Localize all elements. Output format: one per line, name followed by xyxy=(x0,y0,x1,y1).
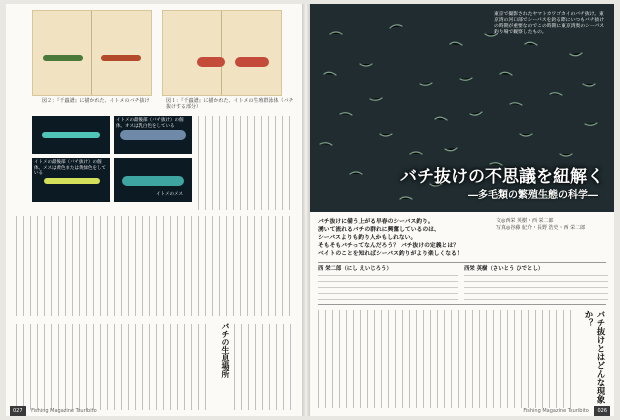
credit-block xyxy=(496,218,608,232)
profile-1 xyxy=(318,266,458,301)
magazine-name-left: Fishing Magazine Tsuribito xyxy=(31,408,97,414)
body-text-bottom-right xyxy=(234,324,294,410)
lead-text xyxy=(318,218,488,258)
lead-line-5: ベイトのことを知ればシーバス釣りがより楽しくなる！ xyxy=(318,251,463,257)
profile-1-name: 西 栄二郎（にし えいじろう） xyxy=(318,266,392,272)
credit-author: 文◎西栄 英樹・西 栄二郎 xyxy=(496,218,554,224)
section-heading-habitat: バチの生息場所 xyxy=(221,322,230,378)
body-text-right-upper xyxy=(198,116,296,210)
body-text-bottom xyxy=(16,324,212,410)
lead-line-3: シーバスよりも釣り人かもしれない。 xyxy=(318,235,417,241)
body-text-lower xyxy=(16,216,296,316)
lead-divider xyxy=(318,262,606,263)
left-footer xyxy=(10,406,97,416)
fig1-caption: 図１：『千蟲譜』に描かれた、イトメの生殖群泳体（バチ抜けする部分） xyxy=(166,98,294,110)
photo-label-2: イトメの最後部（バチ抜け）の個体。メスは黄色または黄緑色をしている xyxy=(34,160,106,176)
lead-line-2: 湧いて流れるバチの群れに興奮しているのは、 xyxy=(318,227,440,233)
body-text-right-page xyxy=(318,310,574,408)
manuscript-photo-right xyxy=(162,10,282,96)
profile-divider xyxy=(318,304,606,305)
left-page xyxy=(6,4,302,416)
right-page xyxy=(310,4,614,416)
profile-2-name: 西栄 英樹（さいとう ひでとし） xyxy=(464,266,544,272)
page-number-right: 026 xyxy=(594,406,610,416)
section-heading-phenomenon: バチ抜けとはどんな現象か？ xyxy=(583,310,605,404)
photo-label-3: イトメのメス xyxy=(156,192,183,197)
fig2-caption: 図２：『千蟲譜』に描かれた、イトメのバチ抜け xyxy=(42,98,150,104)
photo-label-1: イトメの最後部（バチ抜け）の個体。オスは乳白色をしている xyxy=(116,118,184,129)
page-gutter xyxy=(302,4,310,416)
worm-photo-1 xyxy=(32,116,110,154)
lead-line-4: そもそもバチってなんだろう？ バチ抜けの定義とは？ xyxy=(318,243,459,249)
credit-photo: 写真◎谷藤 紀介・長野 浩史・西 栄二郎 xyxy=(496,225,586,231)
hero-photo xyxy=(310,4,614,212)
manuscript-photo-left xyxy=(32,10,152,96)
article-subtitle: ―多毛類の繁殖生態の科学― xyxy=(468,190,598,201)
right-footer xyxy=(523,406,610,416)
article-title: バチ抜けの不思議を紐解く xyxy=(400,167,604,187)
lead-line-1: バチ抜けに備う上がる早春のシーバス釣り。 xyxy=(318,219,434,225)
profile-2 xyxy=(464,266,608,301)
hero-caption: 東京で撮影されたヤマトカワゴカイのバチ抜け。東京湾の河口部でシーバスを釣る際にいつもバチ抜けの時期が重要なのでこの時期に東京湾奥のシーバス釣り場で観察したもの。 xyxy=(494,12,605,35)
page-number-left: 027 xyxy=(10,406,26,416)
magazine-name-right: Fishing Magazine Tsuribito xyxy=(523,408,589,414)
